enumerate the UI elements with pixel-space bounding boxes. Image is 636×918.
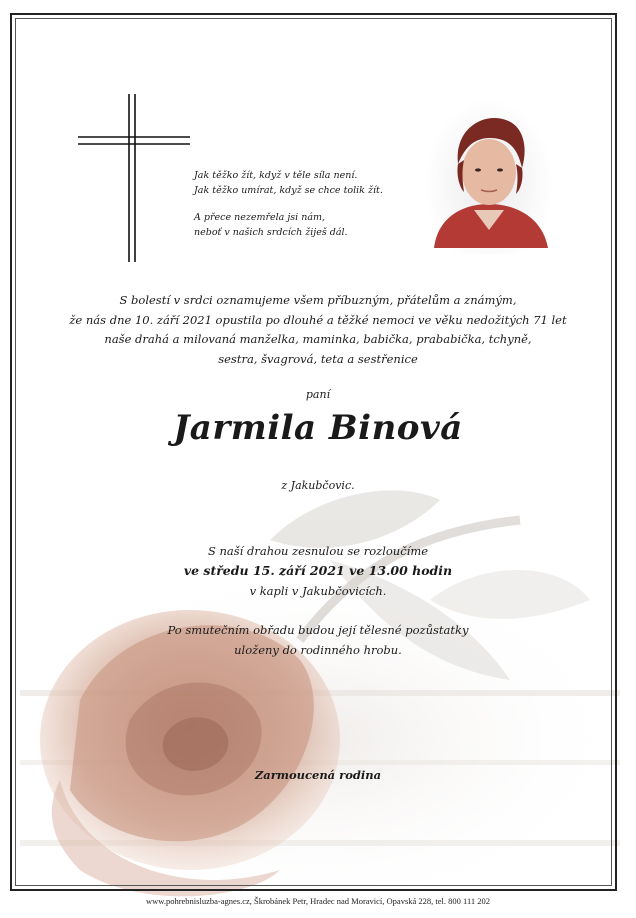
person-icon (424, 98, 554, 254)
burial-line: uloženy do rodinného hrobu. (234, 643, 402, 657)
memorial-poem (194, 168, 424, 240)
family-signature: Zarmoucená rodina (254, 768, 382, 782)
announcement-line: S bolestí v srdci oznamujeme všem příbuzným, přátelům a známým, (119, 293, 517, 307)
funeral-service-footer: www.pohrebnisluzba-agnes.cz, Škrobánek Petr, Hradec nad Moravicí, Opavská 228, tel. 800 111 202 (145, 896, 491, 906)
deceased-name: Jarmila Binová (173, 408, 463, 448)
poem-line: A přece nezemřela jsi nám, (194, 212, 326, 223)
farewell-line: S naší drahou zesnulou se rozloučíme (207, 544, 429, 558)
burial-line: Po smutečním obřadu budou její tělesné pozůstatky (167, 623, 469, 637)
announcement-line: že nás dne 10. září 2021 opustila po dlouhé a těžké nemoci ve věku nedožitých 71 let (69, 312, 567, 327)
poem-line: neboť v našich srdcích žiješ dál. (194, 227, 348, 238)
announcement-line: naše drahá a milovaná manželka, maminka, babička, prababička, tchyně, (104, 332, 532, 346)
portrait-photo (424, 98, 554, 254)
farewell-location: v kapli v Jakubčovicích. (249, 584, 387, 598)
announcement-text (0, 291, 636, 369)
deceased-origin: z Jakubčovic. (281, 479, 355, 492)
burial-details (0, 620, 636, 660)
farewell-details (0, 541, 636, 601)
poem-line: Jak těžko umírat, když se chce tolik žít. (194, 185, 383, 196)
cross-icon (78, 94, 190, 262)
poem-line: Jak těžko žít, když v těle síla není. (194, 170, 358, 181)
announcement-line: sestra, švagrová, teta a sestřenice (218, 351, 418, 366)
farewell-date: ve středu 15. září 2021 ve 13.00 hodin (183, 563, 453, 578)
salutation: paní (305, 388, 331, 401)
